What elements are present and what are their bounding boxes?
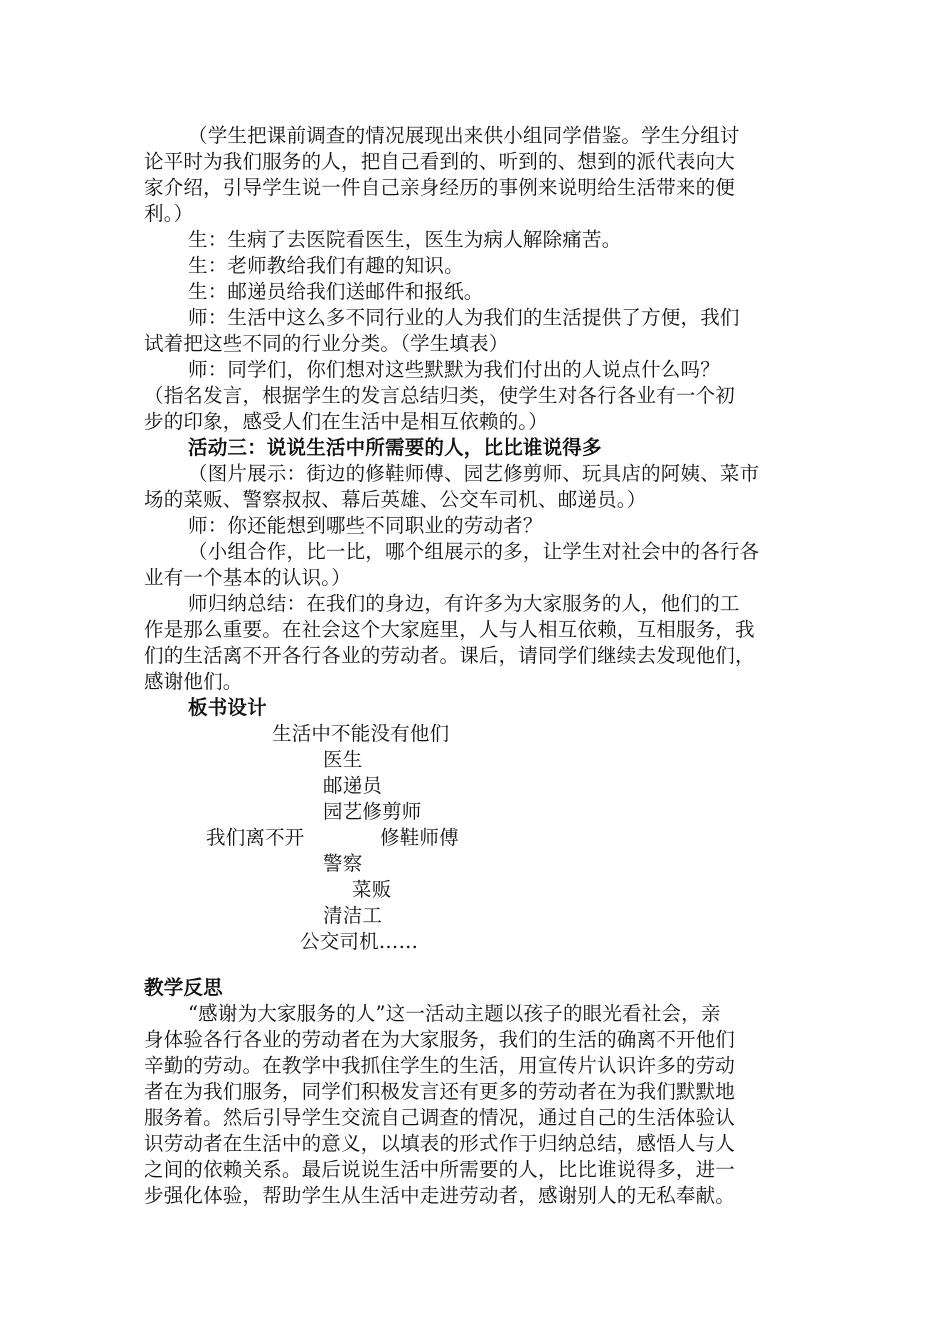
board-item: 医生: [323, 748, 363, 771]
board-item: 菜贩: [352, 878, 392, 901]
board-item: 公交司机……: [300, 930, 419, 953]
board-item: 邮递员: [323, 774, 383, 797]
paragraph-line: 利。）: [144, 202, 194, 225]
student-line: 生：生病了去医院看医生，医生为病人解除痛苦。: [188, 228, 622, 251]
activity-heading: 活动三：说说生活中所需要的人，比比谁说得多: [188, 436, 602, 459]
paragraph-line: 家介绍，引导学生说一件自己亲身经历的事例来说明给生活带来的便: [144, 176, 736, 199]
board-item: 清洁工: [323, 904, 383, 927]
board-title: 生活中不能没有他们: [272, 722, 450, 745]
paragraph-line: 师归纳总结：在我们的身边，有许多为大家服务的人，他们的工: [188, 592, 740, 615]
paragraph-line: （学生把课前调查的情况展现出来供小组同学借鉴。学生分组讨: [188, 124, 740, 147]
reflection-line: 身体验各行各业的劳动者在为大家服务，我们的生活的确离不开他们: [144, 1028, 736, 1051]
reflection-line: 辛勤的劳动。在教学中我抓住学生的生活，用宣传片认识许多的劳动: [144, 1054, 736, 1077]
board-left-label: 我们离不开: [206, 826, 305, 849]
paragraph-line: （图片展示：街边的修鞋师傅、园艺修剪师、玩具店的阿姨、菜市: [188, 462, 760, 485]
reflection-line: “感谢为大家服务的人”这一活动主题以孩子的眼光看社会，亲: [188, 1002, 721, 1025]
student-line: 生：邮递员给我们送邮件和报纸。: [188, 280, 484, 303]
paragraph-line: （小组合作，比一比，哪个组展示的多，让学生对社会中的各行各: [188, 540, 760, 563]
paragraph-line: 论平时为我们服务的人，把自己看到的、听到的、想到的派代表向大: [144, 150, 736, 173]
paragraph-line: 业有一个基本的认识。）: [144, 566, 351, 589]
reflection-line: 者在为我们服务，同学们积极发言还有更多的劳动者在为我们默默地: [144, 1080, 736, 1103]
board-item: 修鞋师傅: [380, 826, 459, 849]
paragraph-line: 感谢他们。: [144, 670, 243, 693]
teacher-line: 师：你还能想到哪些不同职业的劳动者？: [188, 514, 543, 537]
reflection-line: 识劳动者在生活中的意义，以填表的形式作于归纳总结，感悟人与人: [144, 1132, 736, 1155]
teacher-line: 师：同学们，你们想对这些默默为我们付出的人说点什么吗？: [188, 358, 720, 381]
reflection-line: 服务着。然后引导学生交流自己调查的情况，通过自己的生活体验认: [144, 1106, 736, 1129]
teacher-line: 师：生活中这么多不同行业的人为我们的生活提供了方便，我们: [188, 306, 740, 329]
paragraph-line: （指名发言，根据学生的发言总结归类，使学生对各行各业有一个初: [144, 384, 736, 407]
paragraph-line: 作是那么重要。在社会这个大家庭里，人与人相互依赖，互相服务，我: [144, 618, 755, 641]
student-line: 生：老师教给我们有趣的知识。: [188, 254, 464, 277]
board-item: 警察: [323, 852, 363, 875]
reflection-line: 步强化体验，帮助学生从生活中走进劳动者，感谢别人的无私奉献。: [144, 1184, 736, 1207]
paragraph-line: 步的印象，感受人们在生活中是相互依赖的。）: [144, 410, 548, 433]
reflection-line: 之间的依赖关系。最后说说生活中所需要的人，比比谁说得多，进一: [144, 1158, 736, 1181]
teacher-line: 试着把这些不同的行业分类。（学生填表）: [144, 332, 509, 355]
reflection-heading: 教学反思: [144, 976, 223, 999]
board-item: 园艺修剪师: [323, 800, 422, 823]
paragraph-line: 场的菜贩、警察叔叔、幕后英雄、公交车司机、邮递员。）: [144, 488, 647, 511]
board-heading: 板书设计: [188, 696, 267, 719]
paragraph-line: 们的生活离不开各行各业的劳动者。课后，请同学们继续去发现他们，: [144, 644, 755, 667]
